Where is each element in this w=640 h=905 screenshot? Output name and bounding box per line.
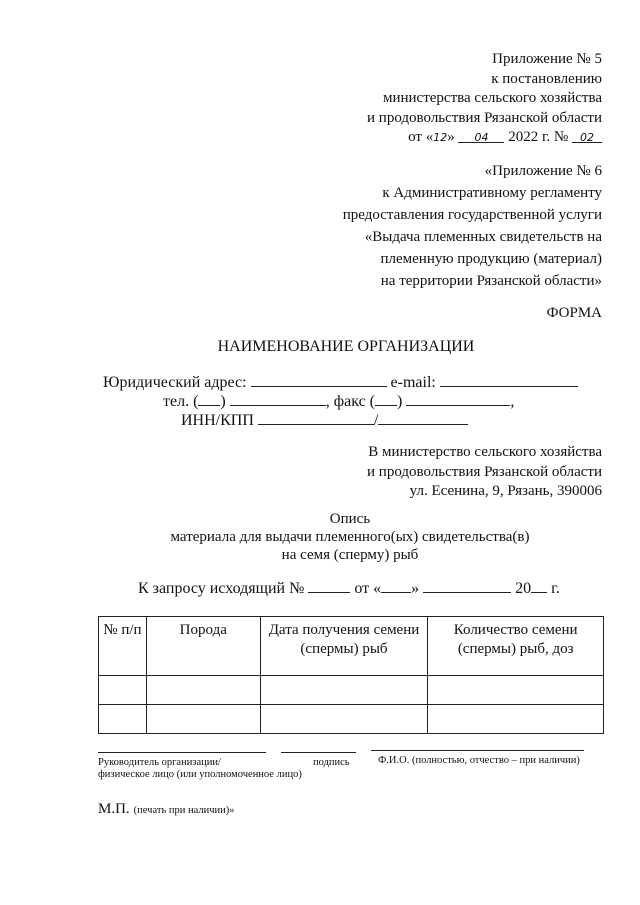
appendix5-line4: и продовольствия Рязанской области [367, 109, 602, 126]
legal-address-field [251, 372, 387, 387]
appendix6-line6: на территории Рязанской области» [380, 273, 602, 289]
stamp-note: (печать при наличии)» [133, 805, 235, 816]
request-year-field [531, 578, 547, 593]
recipient-line1: В министерство сельского хозяйства [368, 444, 602, 460]
fax-field [406, 391, 510, 406]
inn-row: ИНН/КПП / [181, 410, 468, 430]
phone-fax-row: тел. ( ) , факс ( ) , [163, 393, 515, 410]
table-cell[interactable] [99, 705, 147, 734]
fio-label: Ф.И.О. (полностью, отчество – при наличии) [378, 755, 580, 766]
phone-field [230, 391, 326, 406]
inn-field [258, 410, 374, 425]
title-line3: на семя (сперму) рыб [281, 547, 419, 563]
header-number: № п/п [99, 617, 147, 676]
title-line2: материала для выдачи племенного(ых) свидетельства(в) [170, 529, 530, 545]
sign-label: подпись [313, 757, 350, 768]
title-line1: Опись [329, 511, 371, 527]
date-month-handwritten: 04 [474, 131, 489, 144]
stamp-mp: М.П. [98, 801, 130, 817]
table-row [99, 676, 604, 705]
table-cell[interactable] [260, 676, 428, 705]
appendix6-block [343, 160, 602, 292]
appendix6-line3: предоставления государственной услуги [342, 207, 602, 223]
inventory-table [98, 616, 604, 734]
legal-address-label: Юридический адрес: [103, 374, 247, 391]
appendix6-line1: «Приложение № 6 [484, 163, 602, 179]
legal-address-row [103, 372, 578, 392]
appendix6-line5: племенную продукцию (материал) [380, 251, 602, 267]
org-name-heading: НАИМЕНОВАНИЕ ОРГАНИЗАЦИИ [217, 338, 475, 355]
form-label: ФОРМА [546, 305, 602, 321]
request-row: К запросу исходящий № от « » 20 г. [138, 580, 560, 597]
appendix5-line1: Приложение № 5 [492, 51, 602, 67]
date-number-handwritten: 02 [580, 131, 594, 144]
sign-line [281, 752, 356, 753]
kpp-field [378, 410, 468, 425]
phone-label: тел. ( [163, 393, 199, 410]
header-quantity: Количество семени (спермы) рыб, доз [428, 617, 604, 676]
appendix6-line4: «Выдача племенных свидетельств на [364, 229, 602, 245]
table-header-row [99, 617, 604, 676]
table-row [99, 705, 604, 734]
fax-label: , факс ( [325, 393, 376, 410]
fax-code-field [375, 391, 397, 406]
request-label: К запросу исходящий № [138, 580, 305, 597]
recipient-block [367, 443, 602, 502]
date-day-handwritten: 12 [433, 131, 448, 144]
fio-line [371, 750, 584, 751]
request-day-field [381, 578, 411, 593]
table-cell[interactable] [99, 676, 147, 705]
request-month-field [423, 578, 511, 593]
appendix5-line3: министерства сельского хозяйства [382, 90, 602, 106]
document-title [30, 510, 640, 564]
request-number-field [308, 578, 350, 593]
recipient-line3: ул. Есенина, 9, Рязань, 390006 [409, 483, 602, 499]
table-cell[interactable] [146, 676, 260, 705]
appendix6-line2: к Административному регламенту [382, 185, 602, 201]
email-label: e-mail: [390, 374, 436, 391]
appendix5-line2: к постановлению [491, 70, 602, 87]
email-field [440, 372, 578, 387]
phone-code-field [198, 391, 220, 406]
head-label-2: физическое лицо (или уполномоченное лицо) [98, 769, 302, 780]
table-cell[interactable] [428, 676, 604, 705]
header-breed: Порода [146, 617, 260, 676]
inn-label: ИНН/КПП [181, 412, 254, 429]
head-signature-line [98, 752, 266, 753]
table-cell[interactable] [146, 705, 260, 734]
appendix5-date-line: от «12» 04 2022 г. № 02 [367, 128, 602, 148]
table-cell[interactable] [260, 705, 428, 734]
header-date: Дата получения семени (спермы) рыб [260, 617, 428, 676]
table-cell[interactable] [428, 705, 604, 734]
recipient-line2: и продовольствия Рязанской области [367, 463, 602, 480]
head-label: Руководитель организации/ [98, 757, 221, 768]
appendix5-block [367, 50, 602, 148]
stamp-row [98, 800, 234, 818]
